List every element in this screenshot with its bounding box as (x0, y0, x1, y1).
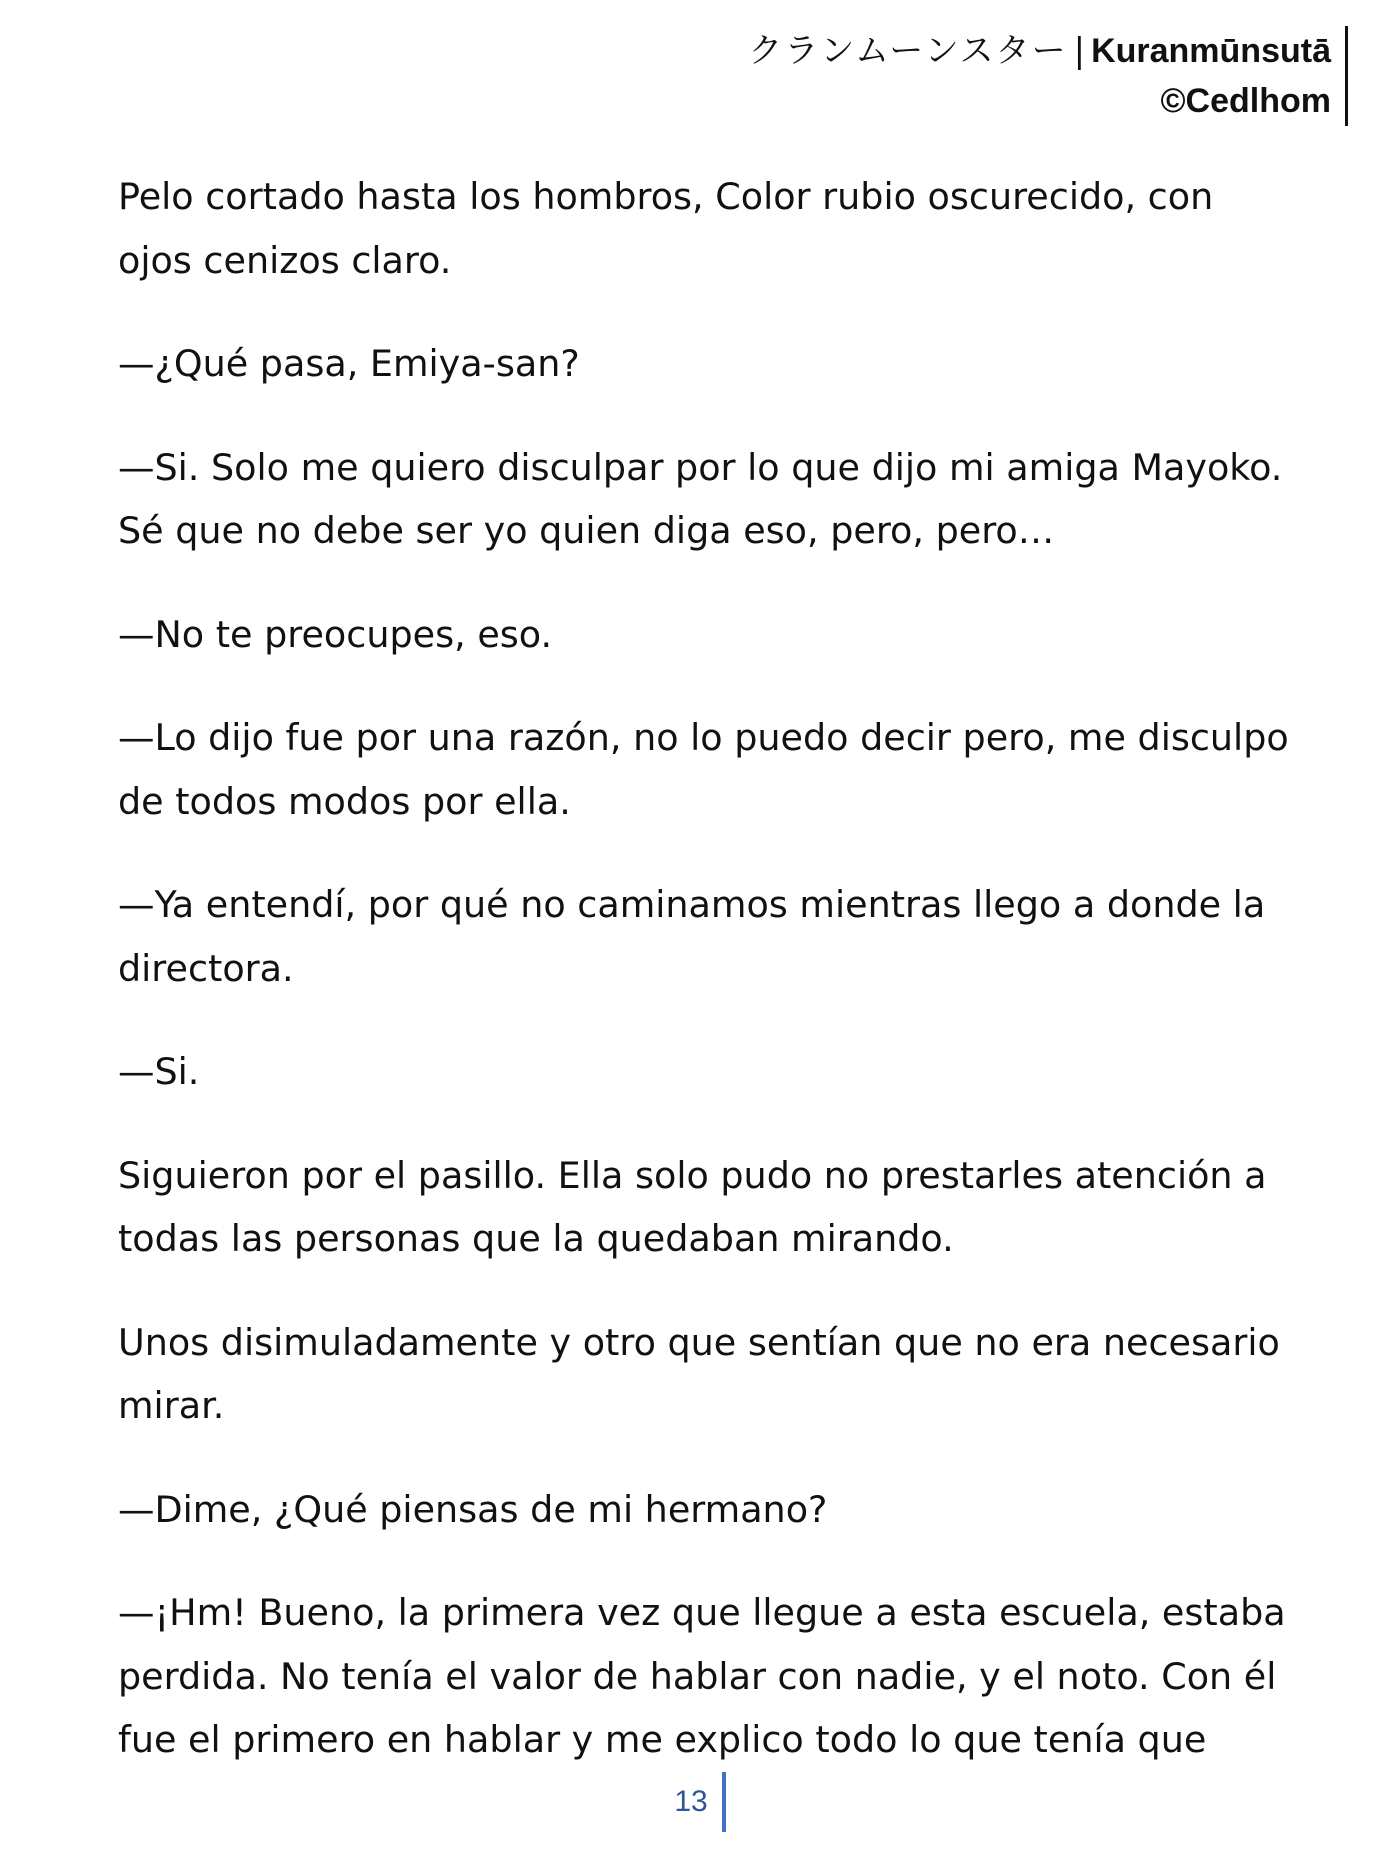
paragraph: —Dime, ¿Qué piensas de mi hermano? (118, 1487, 828, 1531)
paragraph: —¡Hm! Bueno, la primera vez que llegue a esta escuela, estaba perdida. No tenía el valor de hablar con nadie, y el noto. Con él fue el primero en hablar y me explico todo lo que tenía que (118, 1591, 1286, 1761)
page-footer (0, 1772, 1400, 1832)
paragraph: —No te preocupes, eso. (118, 612, 553, 656)
paragraph: —¿Qué pasa, Emiya-san? (118, 342, 580, 385)
header-japanese-title: クランムーンスター (748, 31, 1068, 71)
paragraph: —Si. (118, 1050, 200, 1093)
header-copyright-line (748, 76, 1331, 126)
page-body (118, 165, 1298, 1812)
header-separator: | (1073, 31, 1086, 71)
header-romanized-title: Kuranmūnsutā (1091, 32, 1331, 70)
header-title-line (748, 26, 1331, 76)
paragraph: —Ya entendí, por qué no caminamos mientras llego a donde la directora. (118, 883, 1266, 990)
page-header (748, 26, 1348, 126)
page-number: 13 (674, 1772, 725, 1832)
header-copyright: ©Cedlhom (1160, 82, 1331, 120)
paragraph: Unos disimuladamente y otro que sentían que no era necesario mirar. (118, 1320, 1280, 1427)
paragraph: —Lo dijo fue por una razón, no lo puedo decir pero, me disculpo de todos modos por ella. (118, 716, 1289, 823)
paragraph: Pelo cortado hasta los hombros, Color rubio oscurecido, con ojos cenizos claro. (118, 175, 1214, 282)
paragraph: Siguieron por el pasillo. Ella solo pudo no prestarles atención a todas las personas que la quedaban mirando. (118, 1153, 1267, 1260)
paragraph: —Si. Solo me quiero disculpar por lo que dijo mi amiga Mayoko. Sé que no debe ser yo quien diga eso, pero, pero… (118, 445, 1283, 552)
